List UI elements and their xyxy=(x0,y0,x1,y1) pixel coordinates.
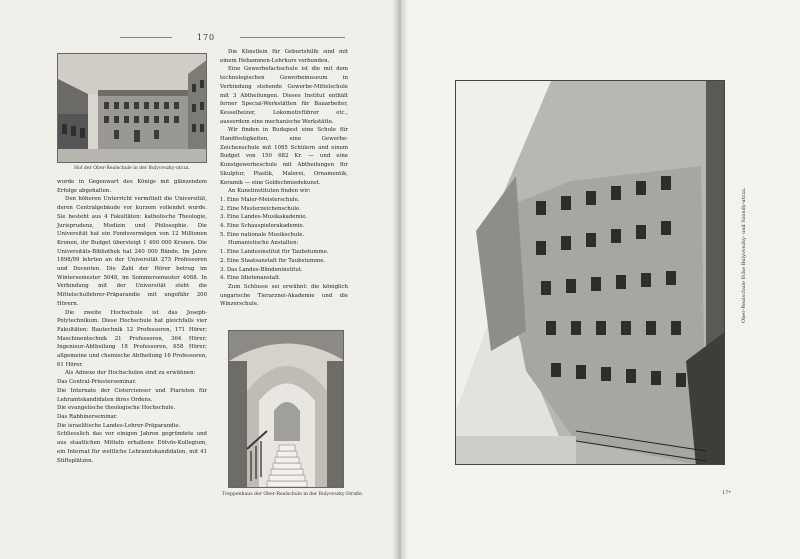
paragraph: Zum Schlusse sei erwähnt: die königlich ungarische Tierarznei-Akademie und die Winzerschule. xyxy=(220,283,348,308)
building-photo xyxy=(455,80,725,465)
right-column-text xyxy=(220,48,348,309)
book-gutter xyxy=(392,0,408,559)
paragraph: Eine Gewerbefachschule ist die mit dem technologischen Gewerbemuseum in Verbindung stehende Gewerbe-Mittelschule mit 3 Abtheilungen. Dieses Institut enthält ferner Special-Werkstätten für Bauarbeiter, Kesselheizer, Lokomotivführer etc., ausserdem eine mechanische Werkstätte. xyxy=(220,66,348,125)
list-item: Das Central-Priesterseminar. xyxy=(57,379,137,386)
header-rule-left xyxy=(120,37,172,38)
right-page xyxy=(400,0,800,559)
left-column-text xyxy=(57,178,207,465)
page-number: 170 xyxy=(196,33,216,42)
paragraph: Wir finden in Budapest eine Schule für Handfestigkeiten, eine Gewerbe-Zeichenschule mit 1085 Schülern und einem Budget von 150 682 Kr. — und eine Kunstgewerbeschule mit Abtheilungen für Skulptur, Plastik, Malerei, Ornamentik, Keramik — eine Goldschmiedekunst. xyxy=(220,127,348,186)
courtyard-caption: Hof der Ober-Realschule in der Bulyovszky-utcza. xyxy=(74,166,190,171)
list-item: 4. Eine Schauspielerakademie. xyxy=(220,223,305,230)
list-item: 5. Eine nationale Musikschule. xyxy=(220,231,305,238)
page-number: 17* xyxy=(722,490,731,496)
list-item: 4. Eine Idiotenanstalt. xyxy=(220,275,281,282)
list-item: Die evangelische theologische Hochschule. xyxy=(57,405,176,412)
courtyard-photo xyxy=(57,53,207,163)
art-institutes-list xyxy=(220,196,348,240)
staircase-illustration xyxy=(229,331,344,488)
list-item: 2. Eine Musterzeichenschule. xyxy=(220,205,301,212)
adnexe-list xyxy=(57,378,207,430)
paragraph: Als Adnexe der Hochschulen sind zu erwähnen: xyxy=(65,370,196,377)
paragraph: wurde in Gegenwart des Königs mit glänzendem Erfolge abgehalten. xyxy=(57,179,207,194)
list-item: 3. Eine Landes-Musikakademie. xyxy=(220,214,308,221)
list-item: 2. Eine Staatsanstalt für Taubstumme. xyxy=(220,257,326,264)
staircase-caption: Treppenhaus der Ober-Realschule in der Bulyovszky-Straße. xyxy=(222,492,364,497)
paragraph: Die Künstlein für Geburtshilfe sind mit einem Hebammen-Lehrkurs verbunden. xyxy=(220,49,348,64)
paragraph: Den höheren Unterricht vermittelt die Universität, deren Centralgebäude vor kurzem vollendet wurde. Sie besteht aus 4 Fakultäten: katholische Theologie, Jurisprudenz, Medizin und Philosophie. Die Universität hat ein Fondsvermögen von 12 Millionen Kronen, ihr Budget übersteigt 1 400 000 Kronen. Die Universitäts-Bibliothek hat 240 000 Bände. Im Jahre 1898/99 lehrten an der Universität 275 Professoren und Docenten. Die Zahl der Hörer betrug im Wintersemester 5048, im Sommersemester 4088. In Verbindung mit der Universität steht die Mittelschullehrer-Präparandie mit ungefähr 200 Hörern. xyxy=(57,196,207,307)
list-item: Die israelitische Landes-Lehrer-Präparandie. xyxy=(57,422,181,429)
list-item: 1. Eine Landesinstitut für Taubstumme. xyxy=(220,249,329,256)
staircase-photo xyxy=(228,330,344,488)
header-rule-right xyxy=(240,37,345,38)
list-item: 3. Das Landes-Blindeninstitut. xyxy=(220,266,303,273)
courtyard-illustration xyxy=(58,54,207,163)
paragraph: An Kunstinstituten finden wir: xyxy=(228,188,311,195)
paragraph: Die zweite Hochschule ist das Joseph-Polytechnikum. Diese Hochschule hat gleichfalls vier Fakultäten: Bautechnik 12 Professoren, 171 Hörer; Maschinentechnik 21 Professoren, 364 Hörer; Ingenieur-Abtheilung 18 Professoren, 658 Hörer; allgemeine und chemische Abtheilung 16 Professoren, 61 Hörer. xyxy=(57,309,207,368)
paragraph: Humanistische Anstalten: xyxy=(228,240,299,247)
humanist-list xyxy=(220,248,348,283)
list-item: Das Rabbinerseminar. xyxy=(57,413,118,420)
paragraph: Schliesslich das vor einigen Jahren gegründete und aus staatlichen Mitteln erhaltene Eötvös-Kollegium, ein Internat für weltliche Lehramtskandidaten, mit 41 Stiftsplätzen. xyxy=(57,431,207,464)
building-caption: Ober-Realschule Ecke Bulyovszky- und Szondy-utcza. xyxy=(741,187,747,323)
list-item: Die Internate der Cistercienser und Piaristen für Lehramtskandidaten ihres Ordens. xyxy=(57,387,207,403)
list-item: 1. Eine Maler-Meisterschule. xyxy=(220,196,300,203)
building-illustration xyxy=(456,81,725,465)
